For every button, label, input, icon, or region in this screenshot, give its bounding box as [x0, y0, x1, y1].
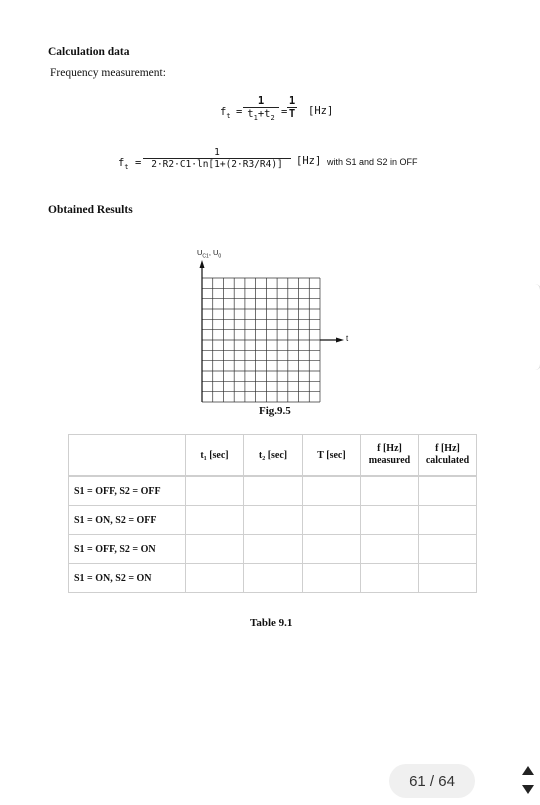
table-header-f-measured	[361, 435, 419, 476]
formula1-frac2	[287, 95, 297, 120]
formula2-f: f	[118, 157, 125, 169]
formula1-equals-2: =	[281, 106, 288, 118]
row-label: S1 = OFF, S2 = ON	[69, 535, 186, 564]
arrow-up-icon	[200, 260, 205, 268]
table-header-f-calculated	[419, 435, 477, 476]
formula-frequency-period	[220, 95, 360, 129]
side-panel-edge[interactable]	[533, 284, 540, 370]
formula1-frac1-num: 1	[257, 95, 265, 107]
triangle-down-icon[interactable]	[522, 785, 534, 794]
table-cell[interactable]	[419, 535, 477, 564]
table-cell[interactable]	[186, 535, 244, 564]
formula2-lhs	[118, 157, 129, 171]
den-a: t	[247, 108, 254, 120]
formula1-frac2-den: T	[288, 108, 296, 120]
formula2-note: with S1 and S2 in OFF	[327, 157, 418, 167]
y-label-sub2: 0	[218, 253, 222, 260]
triangle-up-icon[interactable]	[522, 766, 534, 775]
table-row	[69, 535, 477, 564]
table-row	[69, 564, 477, 593]
arrow-right-icon	[336, 338, 344, 343]
row-label: S1 = ON, S2 = ON	[69, 564, 186, 593]
page-scroll-control[interactable]	[520, 760, 536, 800]
den-op: +	[257, 108, 265, 120]
table-header-row	[69, 435, 477, 476]
blank-graph-grid	[190, 258, 350, 408]
results-heading: Obtained Results	[48, 204, 133, 216]
table-cell[interactable]	[419, 477, 477, 506]
y-label-u: U	[197, 248, 203, 257]
table-cell[interactable]	[244, 477, 303, 506]
table-cell[interactable]	[303, 564, 361, 593]
den-a-sub: 1	[253, 114, 258, 123]
table-cell[interactable]	[303, 535, 361, 564]
graph-t-axis-label: t	[346, 334, 349, 343]
table-header-t1: t₁ [sec]	[186, 435, 244, 476]
formula2-f-sub: t	[124, 163, 129, 172]
den-b: t	[264, 108, 271, 120]
table-cell[interactable]	[361, 506, 419, 535]
table-header-T: T [sec]	[303, 435, 361, 476]
formula-frequency-theoretical	[118, 147, 448, 183]
calculation-heading: Calculation data	[48, 46, 130, 58]
table-cell[interactable]	[186, 477, 244, 506]
table-cell[interactable]	[303, 477, 361, 506]
table-cell[interactable]	[186, 506, 244, 535]
table-header-t2: t₂ [sec]	[244, 435, 303, 476]
table-row	[69, 477, 477, 506]
formula2-equals: =	[135, 157, 142, 169]
table-cell[interactable]	[244, 506, 303, 535]
y-label-rest: , U	[208, 248, 219, 257]
formula2-unit: [Hz]	[296, 155, 322, 167]
table-cell[interactable]	[303, 506, 361, 535]
f-measured-line1: f [Hz]	[377, 443, 402, 454]
formula1-frac1	[243, 95, 279, 122]
table-cell[interactable]	[361, 535, 419, 564]
row-label: S1 = ON, S2 = OFF	[69, 506, 186, 535]
table-cell[interactable]	[419, 506, 477, 535]
f-calculated-line2: calculated	[425, 455, 470, 466]
table-row	[69, 506, 477, 535]
row-label: S1 = OFF, S2 = OFF	[69, 477, 186, 506]
table-cell[interactable]	[419, 564, 477, 593]
table-cell[interactable]	[244, 535, 303, 564]
formula1-lhs	[220, 106, 231, 120]
grid-lines	[202, 278, 320, 402]
formula2-num: 1	[214, 147, 220, 158]
f-calculated-line1: f [Hz]	[435, 443, 460, 454]
table-header-empty	[69, 435, 186, 476]
formula1-f: f	[220, 106, 227, 118]
frequency-heading: Frequency measurement:	[50, 67, 166, 79]
formula1-unit: [Hz]	[308, 105, 334, 117]
formula1-equals: =	[236, 106, 243, 118]
results-table	[68, 434, 477, 593]
formula2-den: 2·R2·C1·ln[1+(2·R3/R4)]	[143, 158, 291, 170]
f-measured-line2: measured	[368, 455, 411, 466]
table-caption: Table 9.1	[250, 617, 293, 629]
formula1-frac1-den	[243, 107, 279, 122]
results-table-wrapper	[68, 434, 477, 593]
formula1-f-sub: t	[226, 112, 231, 121]
formula2-frac	[143, 147, 291, 170]
page-indicator: 61 / 64	[389, 764, 475, 798]
figure-caption: Fig.9.5	[259, 405, 291, 417]
table-cell[interactable]	[244, 564, 303, 593]
table-cell[interactable]	[361, 477, 419, 506]
table-cell[interactable]	[186, 564, 244, 593]
y-label-sub: C1	[202, 253, 209, 260]
table-cell[interactable]	[361, 564, 419, 593]
formula1-frac2-num: 1	[288, 95, 296, 107]
den-b-sub: 2	[270, 114, 275, 123]
